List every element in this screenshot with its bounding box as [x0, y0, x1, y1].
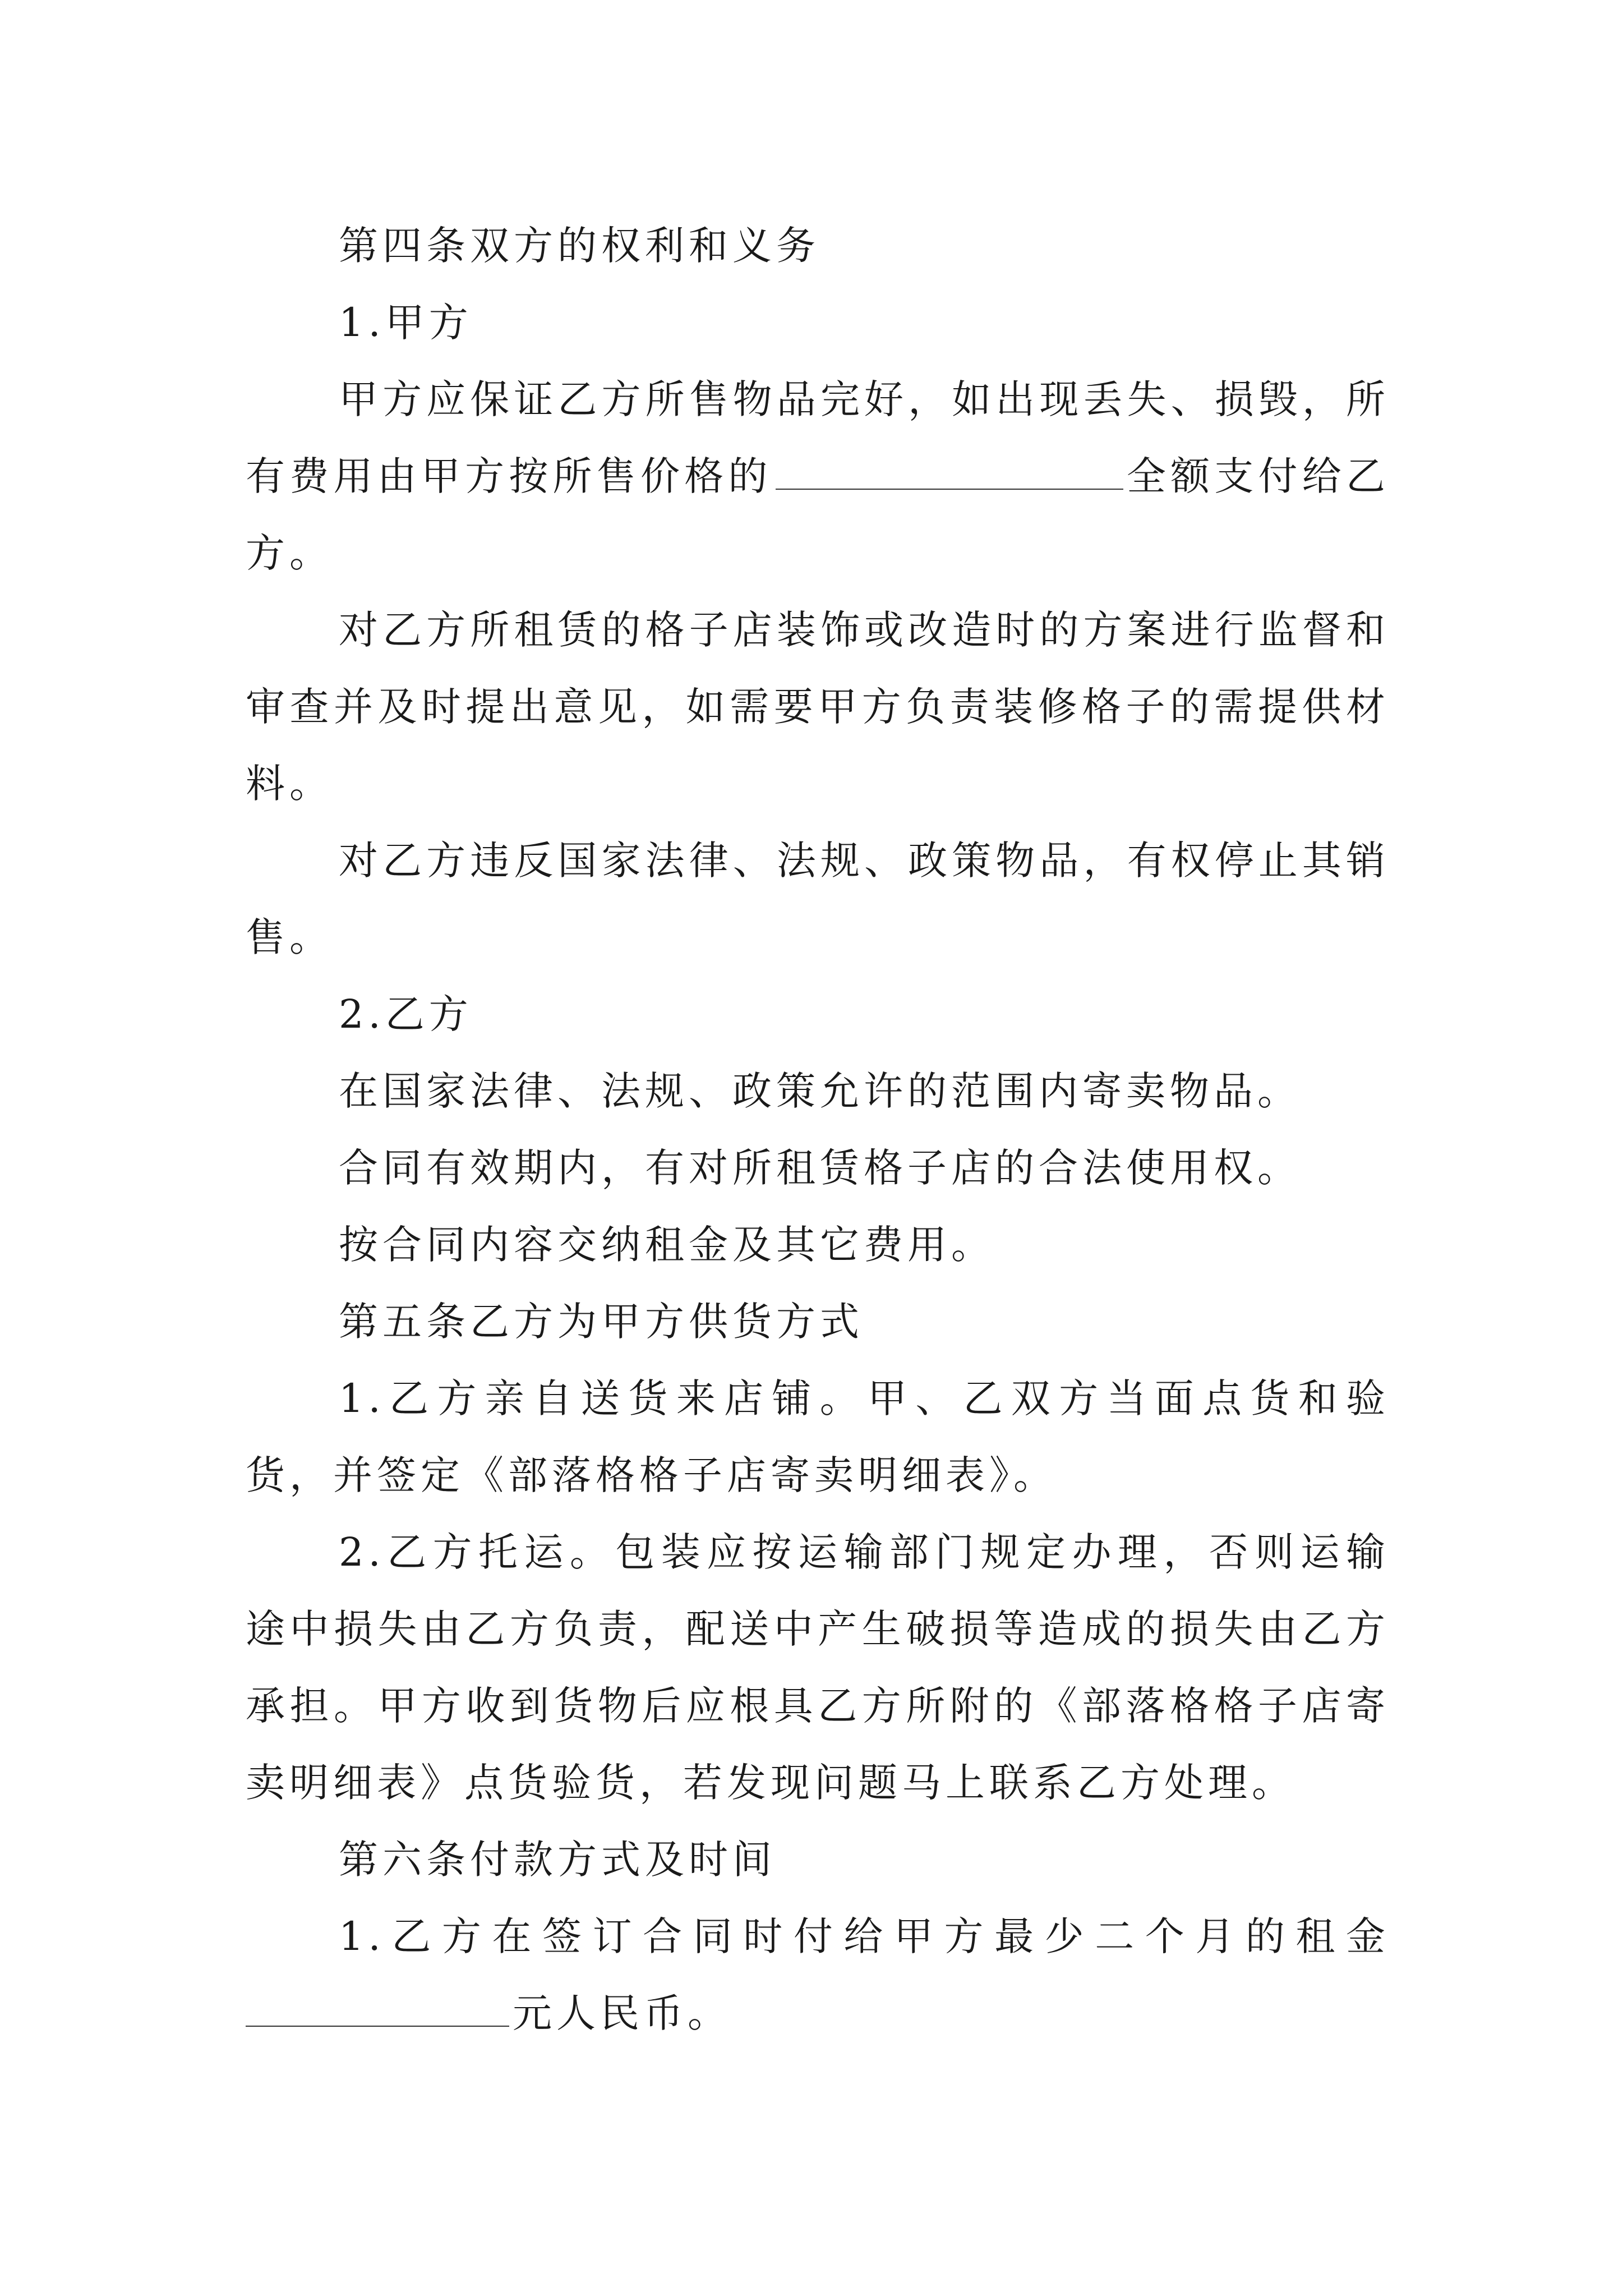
party-a-p1-text-end: 全额支付给乙方。 [246, 453, 1390, 576]
article-6-item-1 [246, 1898, 1390, 2052]
party-b-paragraph-3: 按合同内容交纳租金及其它费用。 [339, 1222, 995, 1268]
article-5-item-1: 1.乙方亲自送货来店铺。甲、乙双方当面点货和验货，并签定《部落格格子店寄卖明细表》。 [246, 1375, 1390, 1498]
party-b-heading: 2.乙方 [339, 991, 473, 1037]
article-6-item-1-text: 1.乙方在签订合同时付给甲方最少二个月的租金 [339, 1913, 1390, 1959]
party-b-paragraph-2: 合同有效期内，有对所租赁格子店的合法使用权。 [339, 1145, 1301, 1191]
rent-amount-blank [246, 1992, 509, 2027]
article-5-item-2: 2.乙方托运。包装应按运输部门规定办理，否则运输途中损失由乙方负责，配送中产生破损等造成的损失由乙方承担。甲方收到货物后应根具乙方所附的《部落格格子店寄卖明细表》点货验货，若发现问题马上联系乙方处理。 [246, 1529, 1390, 1806]
article-4-title: 第四条双方的权利和义务 [339, 223, 820, 269]
party-a-p1-text: 甲方应保证乙方所售物品完好，如出现丢失、损毁，所有费用由甲方按所售价格的 [246, 376, 1390, 499]
party-a-heading: 1.甲方 [339, 300, 473, 346]
party-a-paragraph-1 [246, 361, 1390, 592]
party-a-paragraph-3: 对乙方违反国家法律、法规、政策物品，有权停止其销售。 [246, 838, 1390, 960]
document-body [246, 208, 1390, 2052]
party-a-paragraph-2: 对乙方所租赁的格子店装饰或改造时的方案进行监督和审查并及时提出意见，如需要甲方负责装修格子的需提供材料。 [246, 607, 1390, 807]
article-5-title: 第五条乙方为甲方供货方式 [339, 1299, 864, 1345]
party-b-paragraph-1: 在国家法律、法规、政策允许的范围内寄卖物品。 [339, 1068, 1301, 1114]
price-percentage-blank [776, 455, 1123, 490]
article-6-item-1-text-end: 元人民币。 [513, 1990, 731, 2036]
article-6-title: 第六条付款方式及时间 [339, 1837, 776, 1883]
